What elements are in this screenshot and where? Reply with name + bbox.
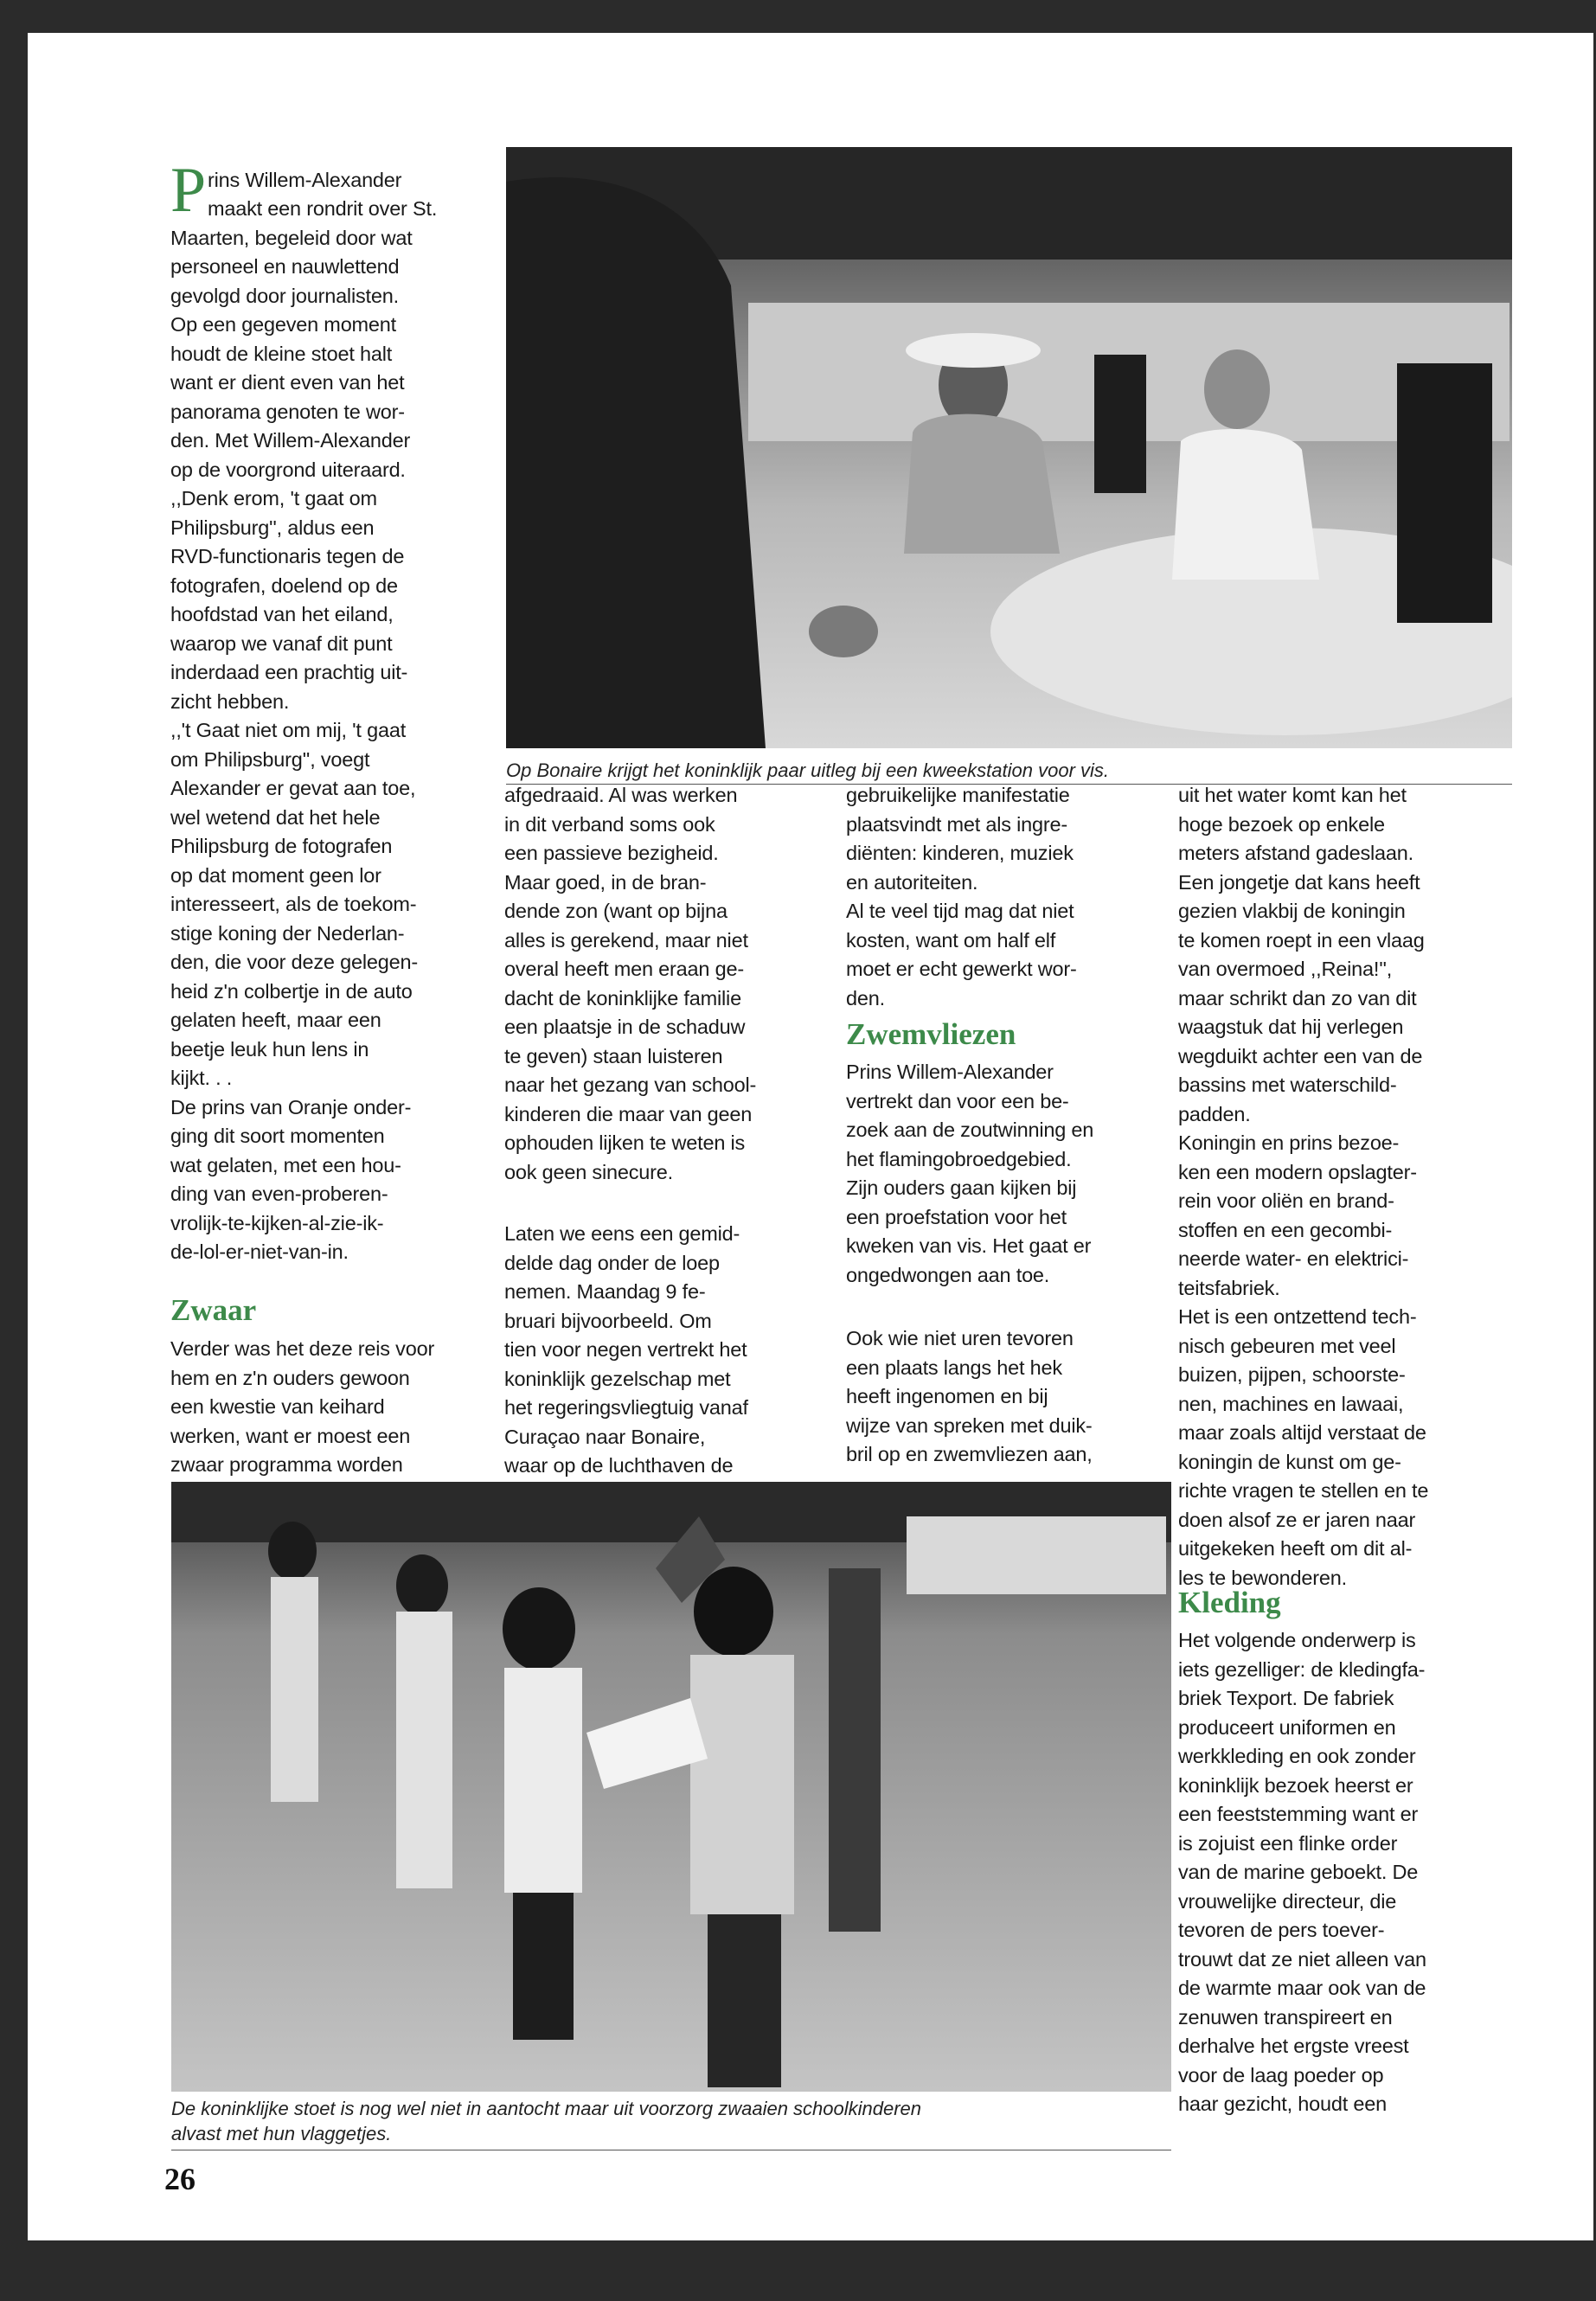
photo-schoolchildren-illustration [171,1482,1171,2092]
heading-kleding: Kleding [1178,1586,1281,1619]
column-1-intro [170,137,516,1267]
caption-bottom-photo: De koninklijke stoet is nog wel niet in aantocht maar uit voorzorg zwaaien schoolkinderen alvast met hun vlaggetjes. [171,2098,922,2144]
drop-cap: P [170,154,206,226]
caption-top-photo: Op Bonaire krijgt het koninklijk paar uitleg bij een kweekstation voor vis. [506,760,1110,781]
column-3-text-c: Ook wie niet uren tevoren een plaats langs het hek heeft ingenomen en bij wijze van spreken met duik- bril op en zwemvliezen aan, [846,1327,1093,1465]
column-3-text-b: Prins Willem-Alexander vertrekt dan voor een be- zoek aan de zoutwinning en het flamingobroedgebied. Zijn ouders gaan kijken bij een proefstation voor het kweken van vis. Het gaat er ongedwongen aan toe. [846,1061,1094,1286]
heading-zwaar: Zwaar [170,1293,257,1327]
photo-schoolchildren-waving-flags [171,1482,1171,2092]
column-1-intro-text: rins Willem-Alexander maakt een rondrit over St. Maarten, begeleid door wat personeel en nauwlettend gevolgd door journalisten. Op een gegeven moment houdt de kleine stoet halt want er dient even van het panorama genoten te wor- den. Met Willem-Alexander op de voorgrond uiteraard. ,,Denk erom, 't gaat om Philipsburg'', aldus een RVD-functionaris tegen de fotografen, doelend op de hoofdstad van het eiland, waarop we vanaf dit punt inderdaad een prachtig uit- zicht hebben. ,,'t Gaat niet om mij, 't gaat om Philipsburg'', voegt Alexander er gevat aan toe, wel wetend dat het hele Philipsburg de fotografen op dat moment geen lor interesseert, als de toekom- stige koning der Nederlan- den, die voor deze gelegen- heid z'n colbertje in de auto gelaten heeft, maar een beetje leuk hun lens in kijkt. . . De prins van Oranje onder- ging dit soort momenten wat gelaten, met een hou- ding van even-proberen- vrolijk-te-kijken-al-zie-ik- de-lol-er-niet-van-in. [170,168,438,1263]
column-1-zwaar-text: Verder was het deze reis voor hem en z'n ouders gewoon een kwestie van keihard werken, want er moest een zwaar programma worden [170,1337,435,1476]
column-4-text-b: Het volgende onderwerp is iets gezelliger: de kledingfa- briek Texport. De fabriek produceert uniformen en werkkleding en ook zonder koninklijk bezoek heerst er een feeststemming want er is zojuist een flinke order van de marine geboekt. De vrouwelijke directeur, die tevoren de pers toever- trouwt dat ze niet alleen van de warmte maar ook van de zenuwen transpireert en derhalve het ergste vreest voor de laag poeder op haar gezicht, houdt een [1178,1629,1426,2115]
column-4-text-a: uit het water komt kan het hoge bezoek op enkele meters afstand gadeslaan. Een jongetje dat kans heeft gezien vlakbij de koningin te komen roept in een vlaag van overmoed ,,Reina!'', maar schrikt dan zo van dit waagstuk dat hij verlegen wegduikt achter een van de bassins met waterschild- padden. Koningin en prins bezoe- ken een modern opslagter- rein voor oliën en brand- stoffen en een gecombi- neerde water- en elektrici- teitsfabriek. Het is een ontzettend tech- nisch gebeuren met veel buizen, pijpen, schoorste- nen, machines en lawaai, maar zoals altijd verstaat de koningin de kunst om ge- richte vragen te stellen en te doen alsof ze er jaren naar uitgekeken heeft om dit al- les te bewonderen. [1178,784,1429,1589]
heading-zwemvliezen: Zwemvliezen [846,1017,1016,1051]
column-2-text-b: Laten we eens een gemid- delde dag onder de loep nemen. Maandag 9 fe- bruari bijvoorbeeld. Om tien voor negen vertrekt het koninklijk gezelschap met het regeringsvliegtuig vanaf Curaçao naar Bonaire, waar op de luchthaven de [504,1222,748,1477]
column-3-text-a: gebruikelijke manifestatie plaatsvindt met als ingre- diënten: kinderen, muziek en autoriteiten. Al te veel tijd mag dat niet kosten, want om half elf moet er echt gewerkt wor- den. [846,784,1077,1009]
photo-royal-couple-illustration [506,147,1512,748]
photo-royal-couple-fish-station [506,147,1512,748]
column-2-text-a: afgedraaid. Al was werken in dit verband soms ook een passieve bezigheid. Maar goed, in de bran- dende zon (want op bijna alles is gerekend, maar niet overal heeft men eraan ge- dacht de koninklijke familie een plaatsje in de schaduw te geven) staan luisteren naar het gezang van school- kinderen die maar van geen ophouden lijken te weten is ook geen sinecure. [504,784,757,1183]
magazine-page [28,33,1593,2240]
page-number: 26 [164,2162,195,2196]
